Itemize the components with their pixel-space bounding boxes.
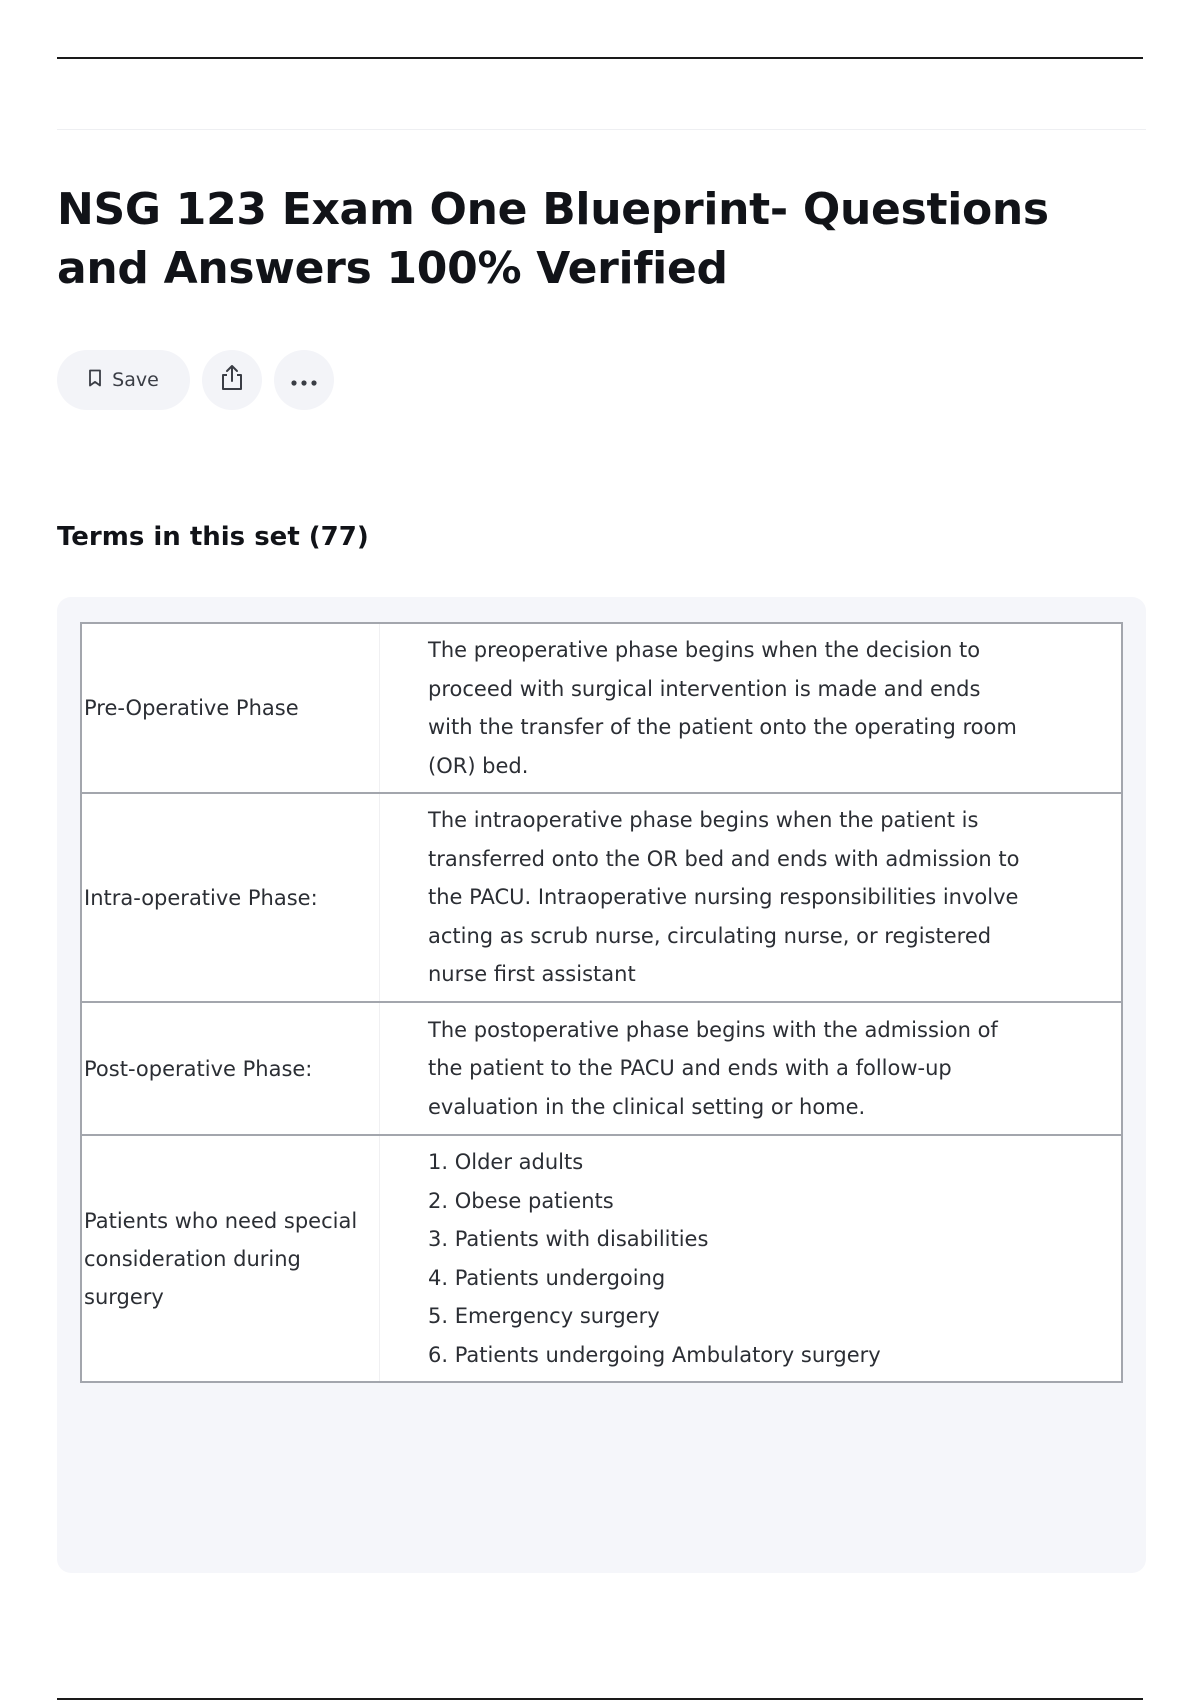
share-button[interactable] bbox=[202, 350, 262, 410]
definition-cell bbox=[380, 1135, 1123, 1382]
table-row bbox=[81, 793, 1122, 1002]
term-cell: Pre-Operative Phase bbox=[81, 623, 380, 793]
list-item: 3. Patients with disabilities bbox=[428, 1227, 709, 1251]
table-row bbox=[81, 1002, 1122, 1135]
list-item: 1. Older adults bbox=[428, 1150, 584, 1174]
list-item: 5. Emergency surgery bbox=[428, 1304, 660, 1328]
term-cell: Intra-operative Phase: bbox=[81, 793, 380, 1002]
bookmark-icon bbox=[88, 369, 102, 392]
list-item: 2. Obese patients bbox=[428, 1188, 614, 1213]
header-divider bbox=[57, 129, 1146, 130]
term-cell: Post-operative Phase: bbox=[81, 1002, 380, 1135]
term-cell: Patients who need special consideration during surgery bbox=[81, 1135, 380, 1382]
terms-heading: Terms in this set (77) bbox=[57, 522, 369, 552]
page-title: NSG 123 Exam One Blueprint- Questions and Answers 100% Verified bbox=[57, 184, 1049, 294]
more-icon bbox=[290, 369, 318, 391]
table-row bbox=[81, 623, 1122, 793]
table-row bbox=[81, 1135, 1122, 1382]
terms-table bbox=[80, 622, 1123, 1383]
save-button-label: Save bbox=[112, 369, 159, 391]
share-icon bbox=[219, 364, 245, 397]
definition-cell: The preoperative phase begins when the decision to proceed with surgical intervention is made and ends with the transfer of the patient onto the operating room (OR) bed. bbox=[380, 623, 1123, 793]
save-button[interactable] bbox=[57, 350, 190, 410]
definition-cell: The postoperative phase begins with the admission of the patient to the PACU and ends with a follow-up evaluation in the clinical setting or home. bbox=[380, 1002, 1123, 1135]
more-options-button[interactable] bbox=[274, 350, 334, 410]
top-rule bbox=[57, 57, 1143, 59]
list-item: 4. Patients undergoing bbox=[428, 1265, 666, 1290]
list-item: 6. Patients undergoing Ambulatory surgery bbox=[428, 1342, 881, 1367]
action-bar bbox=[57, 350, 334, 410]
definition-cell: The intraoperative phase begins when the patient is transferred onto the OR bed and ends with admission to the PACU. Intraoperative nursing responsibilities involve acting as scrub nurse, circulating nurse, or registered nurse first assistant bbox=[380, 793, 1123, 1002]
